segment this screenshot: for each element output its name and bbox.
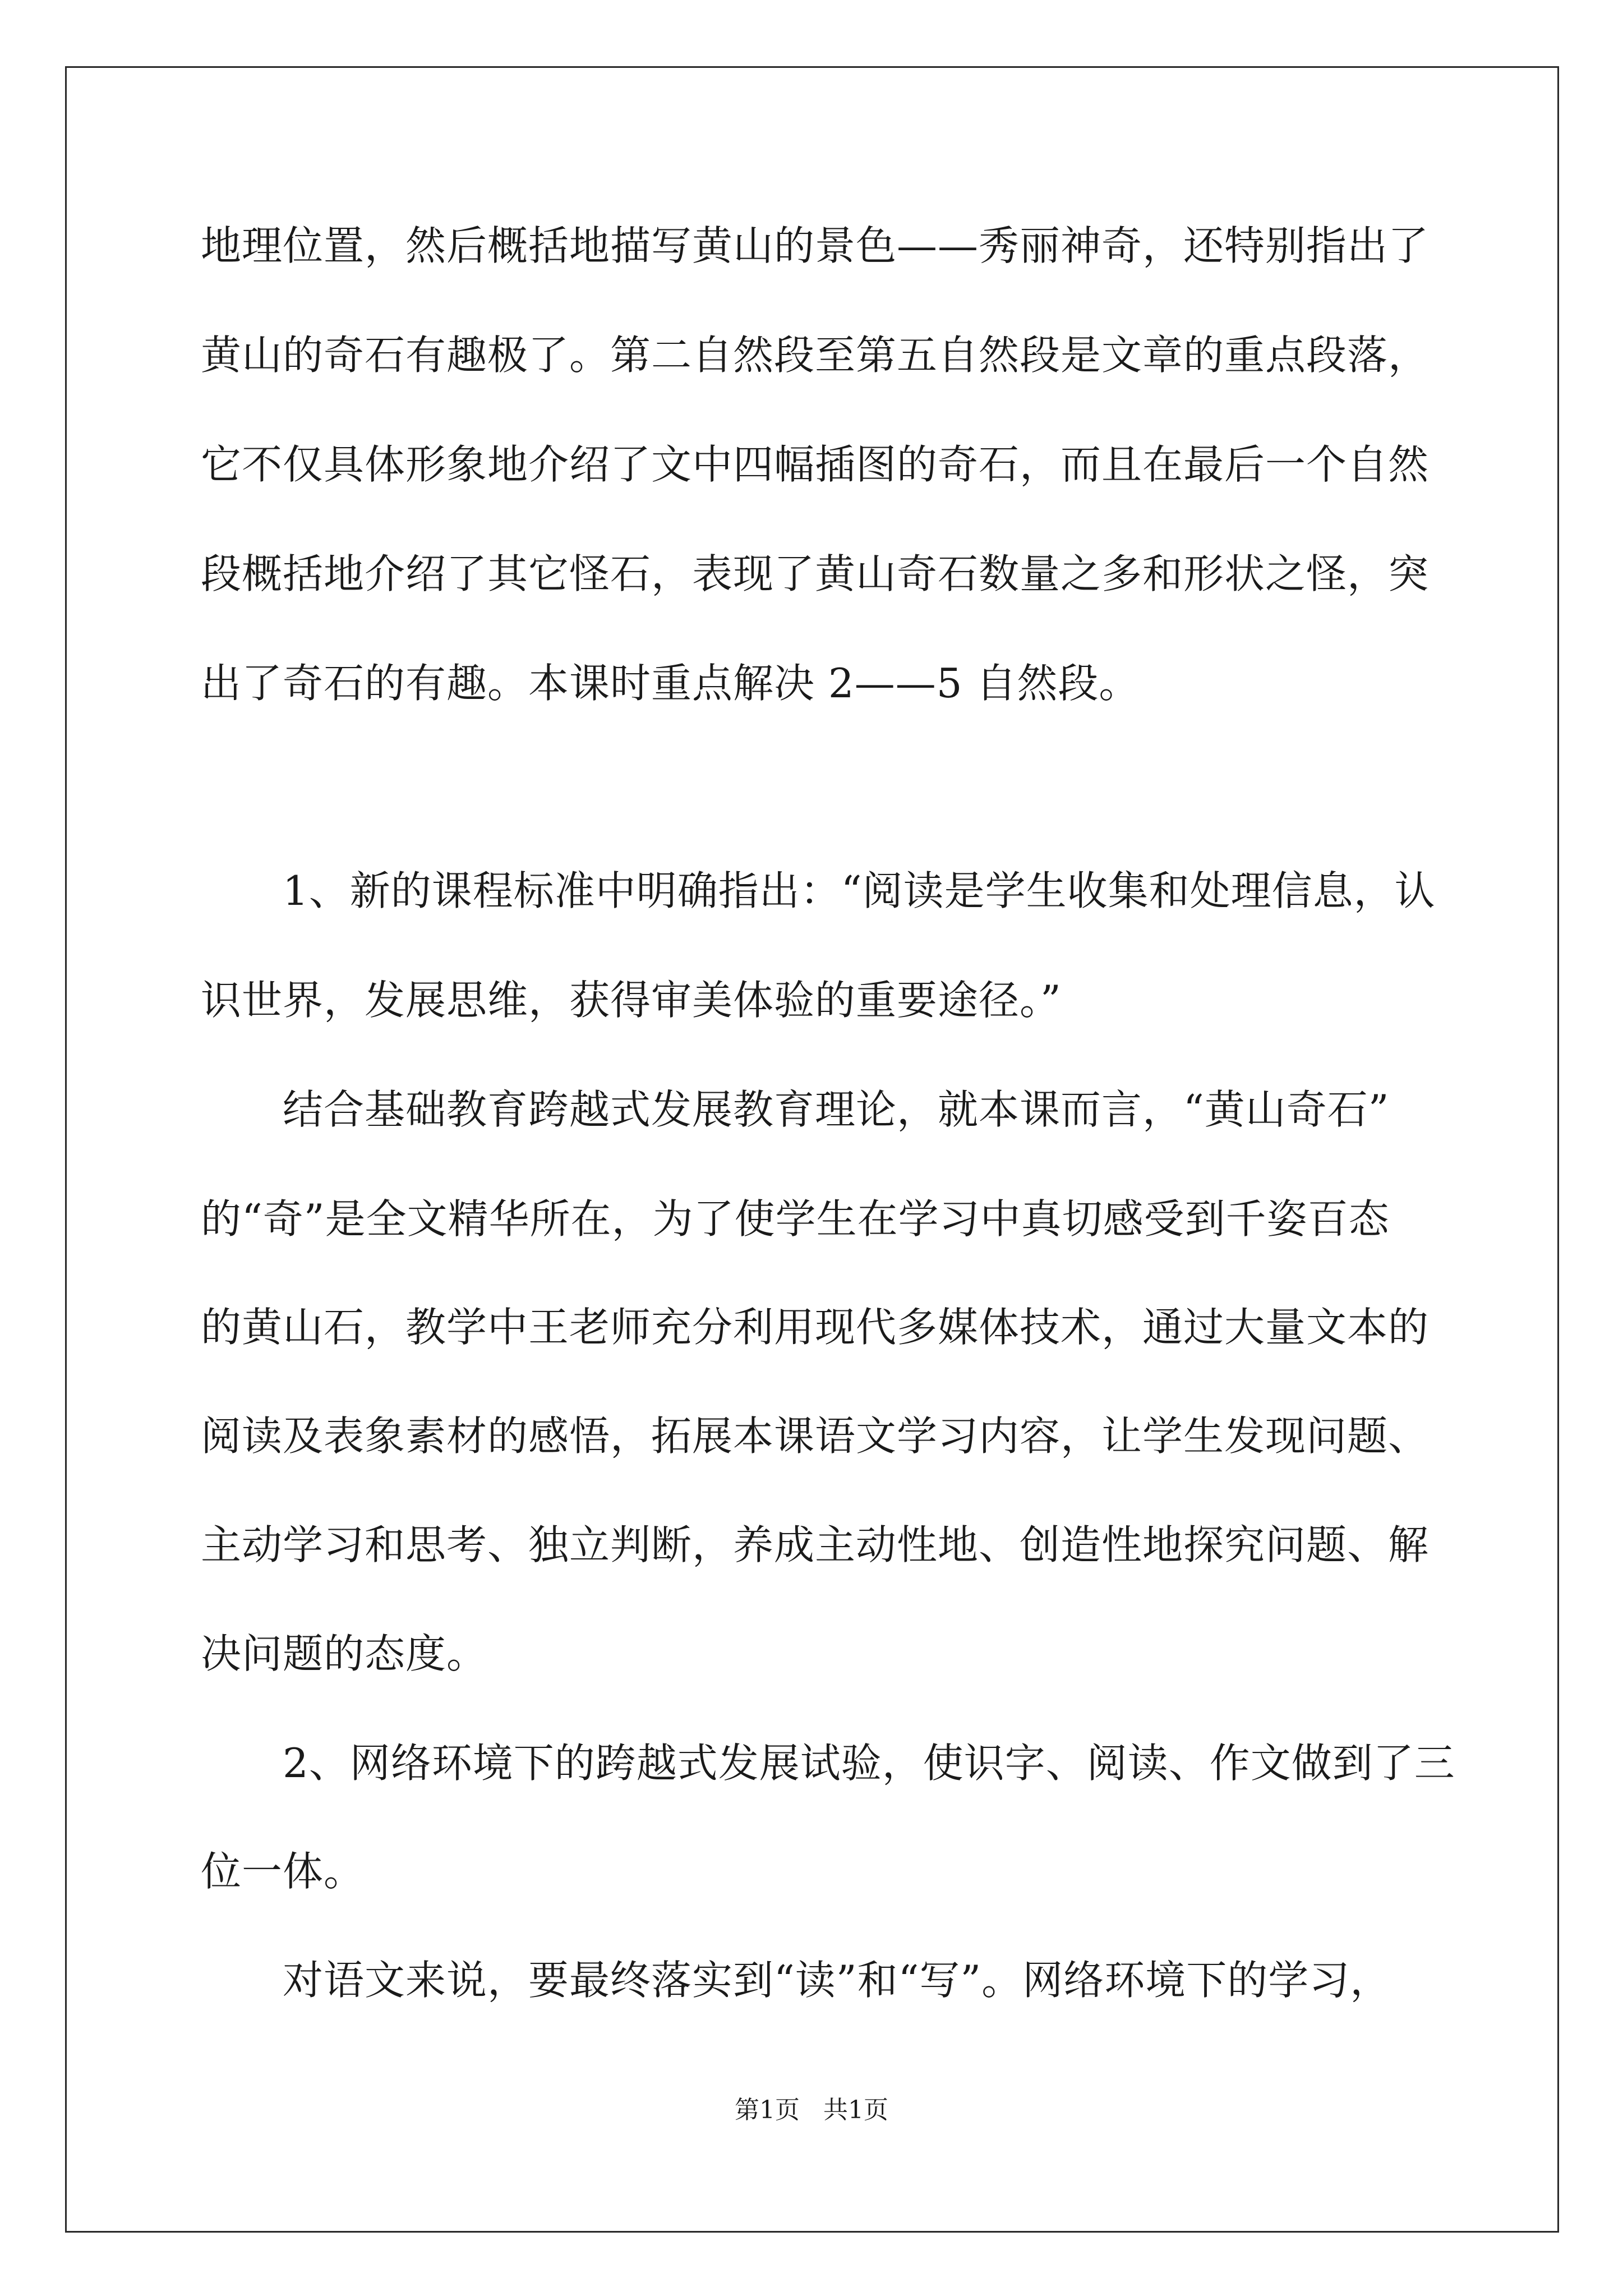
body-line-6: 1、新的课程标准中明确指出：“阅读是学生收集和处理信息，认 (201, 867, 1436, 914)
body-line-16: 对语文来说，要最终落实到“读”和“写”。网络环境下的学习， (201, 1957, 1391, 2004)
body-line-9: 的“奇”是全文精华所在，为了使学生在学习中真切感受到千姿百态 (201, 1195, 1390, 1243)
page-border (65, 66, 1559, 2233)
body-line-1: 地理位置，然后概括地描写黄山的景色——秀丽神奇，还特别指出了 (201, 222, 1430, 269)
body-line-8: 结合基础教育跨越式发展教育理论，就本课而言，“黄山奇石” (201, 1086, 1390, 1133)
body-line-2: 黄山的奇石有趣极了。第二自然段至第五自然段是文章的重点段落， (201, 332, 1430, 379)
body-line-10: 的黄山石，教学中王老师充分利用现代多媒体技术，通过大量文本的 (201, 1304, 1430, 1351)
body-line-7: 识世界，发展思维，获得审美体验的重要途径。” (201, 977, 1062, 1024)
body-line-3: 它不仅具体形象地介绍了文中四幅插图的奇石，而且在最后一个自然 (201, 441, 1430, 488)
body-line-14: 2、网络环境下的跨越式发展试验，使识字、阅读、作文做到了三 (201, 1740, 1455, 1787)
body-line-5: 出了奇石的有趣。本课时重点解决 2——5 自然段。 (201, 660, 1140, 707)
body-line-13: 决问题的态度。 (201, 1630, 488, 1677)
body-line-4: 段概括地介绍了其它怪石，表现了黄山奇石数量之多和形状之怪，突 (201, 550, 1430, 597)
body-line-15: 位一体。 (201, 1848, 365, 1895)
body-line-12: 主动学习和思考、独立判断，养成主动性地、创造性地探究问题、解 (201, 1521, 1430, 1568)
page-number-footer: 第1页 共1页 (735, 2096, 888, 2124)
body-line-11: 阅读及表象素材的感悟，拓展本课语文学习内容，让学生发现问题、 (201, 1412, 1430, 1460)
